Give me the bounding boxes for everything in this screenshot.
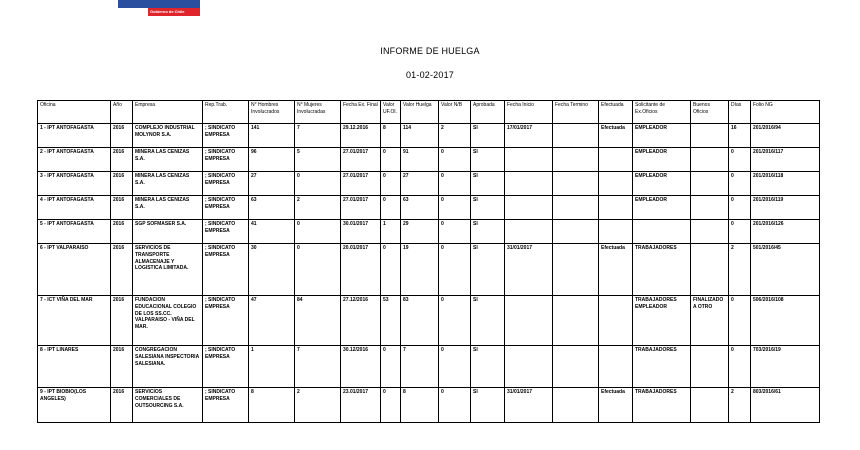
table-cell: 0	[381, 244, 401, 296]
table-cell: 2016	[111, 296, 133, 346]
table-cell: 6 - IPT VALPARAISO	[38, 244, 111, 296]
table-cell: 2	[295, 388, 341, 423]
table-cell: SERVICIOS COMERCIALES DE OUTSOURCING S.A.	[133, 388, 203, 423]
table-cell: 20.01/2017	[341, 244, 381, 296]
col-aprobada: Aprobada	[471, 101, 505, 124]
table-cell: 0	[439, 148, 471, 172]
table-cell: 30.01/2017	[341, 220, 381, 244]
table-cell: MINERA LAS CENIZAS S.A.	[133, 172, 203, 196]
table-cell: 8 - IPT LINARES	[38, 346, 111, 388]
table-cell: 0	[439, 220, 471, 244]
table-cell: CONGREGACION SALESIANA INSPECTORIA SALESIANA.	[133, 346, 203, 388]
table-cell: ; SINDICATO EMPRESA	[203, 172, 249, 196]
table-cell: 2016	[111, 148, 133, 172]
table-cell: 114	[401, 124, 439, 148]
table-cell	[599, 196, 633, 220]
table-cell: ; SINDICATO EMPRESA	[203, 196, 249, 220]
table-cell: 5	[295, 148, 341, 172]
table-row	[38, 296, 820, 346]
table-cell	[691, 244, 729, 296]
table-cell: SGP SOFMASER S.A.	[133, 220, 203, 244]
table-cell	[599, 172, 633, 196]
table-cell: 0	[381, 196, 401, 220]
table-cell: EMPLEADOR	[633, 124, 691, 148]
table-cell: 0	[729, 220, 751, 244]
table-cell: FUNDACION EDUCACIONAL COLEGIO DE LOS SS.CC. VALPARAISO - VIÑA DEL MAR.	[133, 296, 203, 346]
table-cell: 7 - ICT VIÑA DEL MAR	[38, 296, 111, 346]
table-cell: TRABAJADORES	[633, 388, 691, 423]
table-cell	[553, 296, 599, 346]
table-cell: TRABAJADORES	[633, 346, 691, 388]
table-cell	[691, 172, 729, 196]
table-cell: 91	[401, 148, 439, 172]
table-cell: 47	[249, 296, 295, 346]
table-cell: 96	[249, 148, 295, 172]
table-cell: 0	[729, 172, 751, 196]
table-cell: MINERA LAS CENIZAS S.A.	[133, 148, 203, 172]
table-cell	[505, 196, 553, 220]
table-cell	[553, 244, 599, 296]
table-cell: 2	[295, 196, 341, 220]
table-cell: 41	[249, 220, 295, 244]
table-cell: ; SINDICATO EMPRESA	[203, 220, 249, 244]
table-cell: 9 - IPT BIOBIO(LOS ANGELES)	[38, 388, 111, 423]
table-cell: SI	[471, 148, 505, 172]
table-cell: SI	[471, 388, 505, 423]
table-cell: COMPLEJO INDUSTRIAL MOLYNOR S.A.	[133, 124, 203, 148]
table-cell: 1	[249, 346, 295, 388]
table-cell: 501/2016/45	[751, 244, 820, 296]
table-cell: 27.01/2017	[341, 148, 381, 172]
table-cell: 2	[729, 388, 751, 423]
table-cell: 8	[401, 388, 439, 423]
table-cell: 16	[729, 124, 751, 148]
table-cell: 8	[249, 388, 295, 423]
table-cell: 0	[439, 196, 471, 220]
table-cell: 2016	[111, 346, 133, 388]
table-cell: EMPLEADOR	[633, 172, 691, 196]
table-cell	[691, 124, 729, 148]
table-cell: 17/01/2017	[505, 124, 553, 148]
table-cell	[505, 296, 553, 346]
table-cell: 0	[295, 172, 341, 196]
table-cell: 2016	[111, 388, 133, 423]
table-cell: 2016	[111, 196, 133, 220]
table-cell: 53	[381, 296, 401, 346]
table-cell	[553, 196, 599, 220]
table-cell	[691, 220, 729, 244]
table-cell: SI	[471, 296, 505, 346]
table-cell: 0	[439, 296, 471, 346]
table-cell	[599, 148, 633, 172]
table-cell: ; SINDICATO EMPRESA	[203, 148, 249, 172]
table-cell: 0	[439, 346, 471, 388]
table-cell	[599, 220, 633, 244]
table-cell	[691, 346, 729, 388]
table-cell: ; SINDICATO EMPRESA	[203, 296, 249, 346]
table-cell	[553, 172, 599, 196]
col-dias: Días	[729, 101, 751, 124]
report-date: 01-02-2017	[405, 70, 455, 80]
table-cell: 31/01/2017	[505, 244, 553, 296]
table-cell: ; SINDICATO EMPRESA	[203, 346, 249, 388]
table-cell: 30.12/2016	[341, 346, 381, 388]
table-cell: 3 - IPT ANTOFAGASTA	[38, 172, 111, 196]
table-cell: 63	[401, 196, 439, 220]
table-cell: 201/2016/119	[751, 196, 820, 220]
col-mujeres: N° Mujeres Involucradas	[295, 101, 341, 124]
table-cell: 703/2016/19	[751, 346, 820, 388]
table-cell: MINERA LAS CENIZAS S.A.	[133, 196, 203, 220]
table-cell: 31/01/2017	[505, 388, 553, 423]
col-efectuada: Efectuada	[599, 101, 633, 124]
table-cell: 2016	[111, 124, 133, 148]
col-fecha-ex-final: Fecha Ex. Final	[341, 101, 381, 124]
table-cell	[505, 148, 553, 172]
col-fecha-inicio: Fecha Inicio	[505, 101, 553, 124]
col-fecha-termino: Fecha Termino	[553, 101, 599, 124]
table-cell	[553, 220, 599, 244]
table-cell: 0	[295, 220, 341, 244]
table-row	[38, 346, 820, 388]
col-valor-nb: Valor N/B	[439, 101, 471, 124]
logo-text: Gobierno de Chile	[150, 9, 185, 14]
table-cell: Efectuada	[599, 124, 633, 148]
table-row	[38, 124, 820, 148]
table-cell: 0	[729, 196, 751, 220]
table-cell: 4 - IPT ANTOFAGASTA	[38, 196, 111, 220]
table-row	[38, 244, 820, 296]
gobierno-logo	[118, 0, 200, 16]
table-row	[38, 388, 820, 423]
table-cell	[553, 346, 599, 388]
col-valor-uf: Valor UF.Ol.	[381, 101, 401, 124]
table-cell: 0	[439, 388, 471, 423]
table-cell	[691, 388, 729, 423]
table-cell: 0	[381, 148, 401, 172]
table-cell: SI	[471, 220, 505, 244]
table-cell: FINALIZADO A OTRO	[691, 296, 729, 346]
table-cell: 0	[729, 346, 751, 388]
table-cell	[505, 346, 553, 388]
table-cell: 0	[381, 346, 401, 388]
table-cell	[505, 172, 553, 196]
table-cell: Efectuada	[599, 244, 633, 296]
table-cell: SI	[471, 172, 505, 196]
table-cell: 8	[381, 124, 401, 148]
table-row	[38, 148, 820, 172]
table-cell: 84	[295, 296, 341, 346]
table-cell	[599, 296, 633, 346]
table-cell: 0	[295, 244, 341, 296]
table-cell: 83	[401, 296, 439, 346]
table-cell: 2	[439, 124, 471, 148]
col-empresa: Empresa	[133, 101, 203, 124]
table-cell	[553, 124, 599, 148]
table-cell: 23.01/2017	[341, 388, 381, 423]
table-cell: 29	[401, 220, 439, 244]
table-cell: SERVICIOS DE TRANSPORTE ALMACENAJE Y LOGISTICA LIMITADA.	[133, 244, 203, 296]
table-cell: EMPLEADOR	[633, 148, 691, 172]
table-cell: 0	[729, 296, 751, 346]
table-cell: TRABAJADORES EMPLEADOR	[633, 296, 691, 346]
col-hombres: N° Hombres Involucrados	[249, 101, 295, 124]
col-valor-huelga: Valor Huelga	[401, 101, 439, 124]
table-cell: 0	[439, 244, 471, 296]
table-cell: 2016	[111, 172, 133, 196]
table-cell: 0	[381, 388, 401, 423]
table-cell: SI	[471, 244, 505, 296]
table-cell: 0	[381, 172, 401, 196]
table-cell: ; SINDICATO EMPRESA	[203, 244, 249, 296]
table-cell: 201/2016/118	[751, 172, 820, 196]
table-cell: 27.01/2017	[341, 172, 381, 196]
table-cell: 7	[295, 124, 341, 148]
table-cell: 27.01/2017	[341, 196, 381, 220]
table-cell: 201/2016/117	[751, 148, 820, 172]
table-cell: 63	[249, 196, 295, 220]
table-cell: EMPLEADOR	[633, 196, 691, 220]
table-cell	[633, 220, 691, 244]
table-row	[38, 220, 820, 244]
col-oficina: Oficina	[38, 101, 111, 124]
table-cell: 7	[401, 346, 439, 388]
table-cell: TRABAJADORES	[633, 244, 691, 296]
table-cell: 7	[295, 346, 341, 388]
table-cell: Efectuada	[599, 388, 633, 423]
table-cell: 5 - IPT ANTOFAGASTA	[38, 220, 111, 244]
table-cell: SI	[471, 346, 505, 388]
table-cell	[553, 148, 599, 172]
table-header-row	[38, 101, 820, 124]
table-cell: 29.12.2016	[341, 124, 381, 148]
table-row	[38, 172, 820, 196]
col-buenos-oficios: Buenos Oficios	[691, 101, 729, 124]
table-cell: SI	[471, 196, 505, 220]
col-folio: Folio NG	[751, 101, 820, 124]
table-cell	[691, 196, 729, 220]
table-cell: 506/2016/108	[751, 296, 820, 346]
col-solicitante: Solicitante de Ex.Oficios	[633, 101, 691, 124]
table-cell	[599, 346, 633, 388]
table-cell	[505, 220, 553, 244]
table-cell: 2016	[111, 220, 133, 244]
report-title: INFORME DE HUELGA	[380, 46, 480, 56]
table-cell: 27	[401, 172, 439, 196]
table-cell: 1 - IPT ANTOFAGASTA	[38, 124, 111, 148]
strike-report-table	[37, 100, 820, 423]
table-cell: 1	[381, 220, 401, 244]
table-cell: 27.12/2016	[341, 296, 381, 346]
table-cell: 803/2016/61	[751, 388, 820, 423]
table-cell: 2016	[111, 244, 133, 296]
table-row	[38, 196, 820, 220]
table-cell: 201/2016/126	[751, 220, 820, 244]
table-cell: 27	[249, 172, 295, 196]
col-rep-trab: Rep.Trab.	[203, 101, 249, 124]
table-cell: 201/2016/94	[751, 124, 820, 148]
table-cell: 30	[249, 244, 295, 296]
table-cell: ; SINDICATO EMPRESA	[203, 124, 249, 148]
table-cell	[553, 388, 599, 423]
table-cell	[691, 148, 729, 172]
table-cell: 2	[729, 244, 751, 296]
table-cell: 141	[249, 124, 295, 148]
table-cell: SI	[471, 124, 505, 148]
table-cell: 0	[439, 172, 471, 196]
table-cell: 0	[729, 148, 751, 172]
col-ano: Año	[111, 101, 133, 124]
table-cell: 19	[401, 244, 439, 296]
table-cell: ; SINDICATO EMPRESA	[203, 388, 249, 423]
table-cell: 2 - IPT ANTOFAGASTA	[38, 148, 111, 172]
